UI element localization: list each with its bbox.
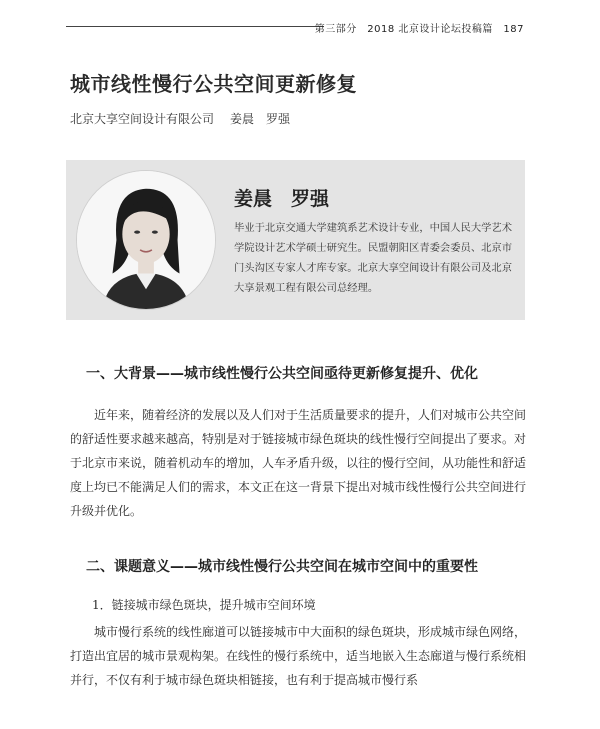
section-2-paragraph: 城市慢行系统的线性廊道可以链接城市中大面积的绿色斑块，形成城市绿色网络，打造出宜居的城市景观构架。在线性的慢行系统中，适当地嵌入生态廊道与慢行系统相并行，不仅有利于城市绿色斑块相链接，也有利于提高城市慢行系: [70, 625, 527, 687]
header-rule: [66, 26, 324, 27]
author-info-box: [66, 160, 525, 320]
running-header: [66, 20, 524, 35]
running-head-text: 第三部分 2018 北京设计论坛投稿篇 187: [314, 24, 524, 35]
article-title: 城市线性慢行公共空间更新修复: [70, 72, 357, 96]
author-photo: [76, 170, 216, 310]
author-portrait-image: [77, 171, 215, 309]
organization: 北京大享空间设计有限公司: [70, 112, 215, 126]
section-1-heading: 一、大背景——城市线性慢行公共空间亟待更新修复提升、优化: [86, 366, 478, 382]
section-1-paragraph: 近年来，随着经济的发展以及人们对于生活质量要求的提升，人们对城市公共空间的舒适性要求越来越高，特别是对于链接城市绿色斑块的线性慢行空间提出了要求。对于北京市来说，随着机动车的增加，人车矛盾升级，以往的慢行空间，从功能性和舒适度上均已不能满足人们的需求，本文正在这一背景下提出对城市线性慢行公共空间进行升级并优化。: [70, 408, 527, 518]
section-2-subheading: 1．链接城市绿色斑块，提升城市空间环境: [92, 598, 316, 612]
section-2-heading: 二、课题意义——城市线性慢行公共空间在城市空间中的重要性: [86, 559, 478, 575]
byline: [70, 110, 290, 127]
author-box-name: 姜晨 罗强: [234, 188, 330, 210]
author-names: 姜晨 罗强: [230, 112, 291, 126]
author-bio: 毕业于北京交通大学建筑系艺术设计专业，中国人民大学艺术学院设计艺术学硕士研究生。民盟朝阳区青委会委员、北京市门头沟区专家人才库专家。北京大享空间设计有限公司及北京大享景观工程有限公司总经理。: [234, 222, 513, 294]
